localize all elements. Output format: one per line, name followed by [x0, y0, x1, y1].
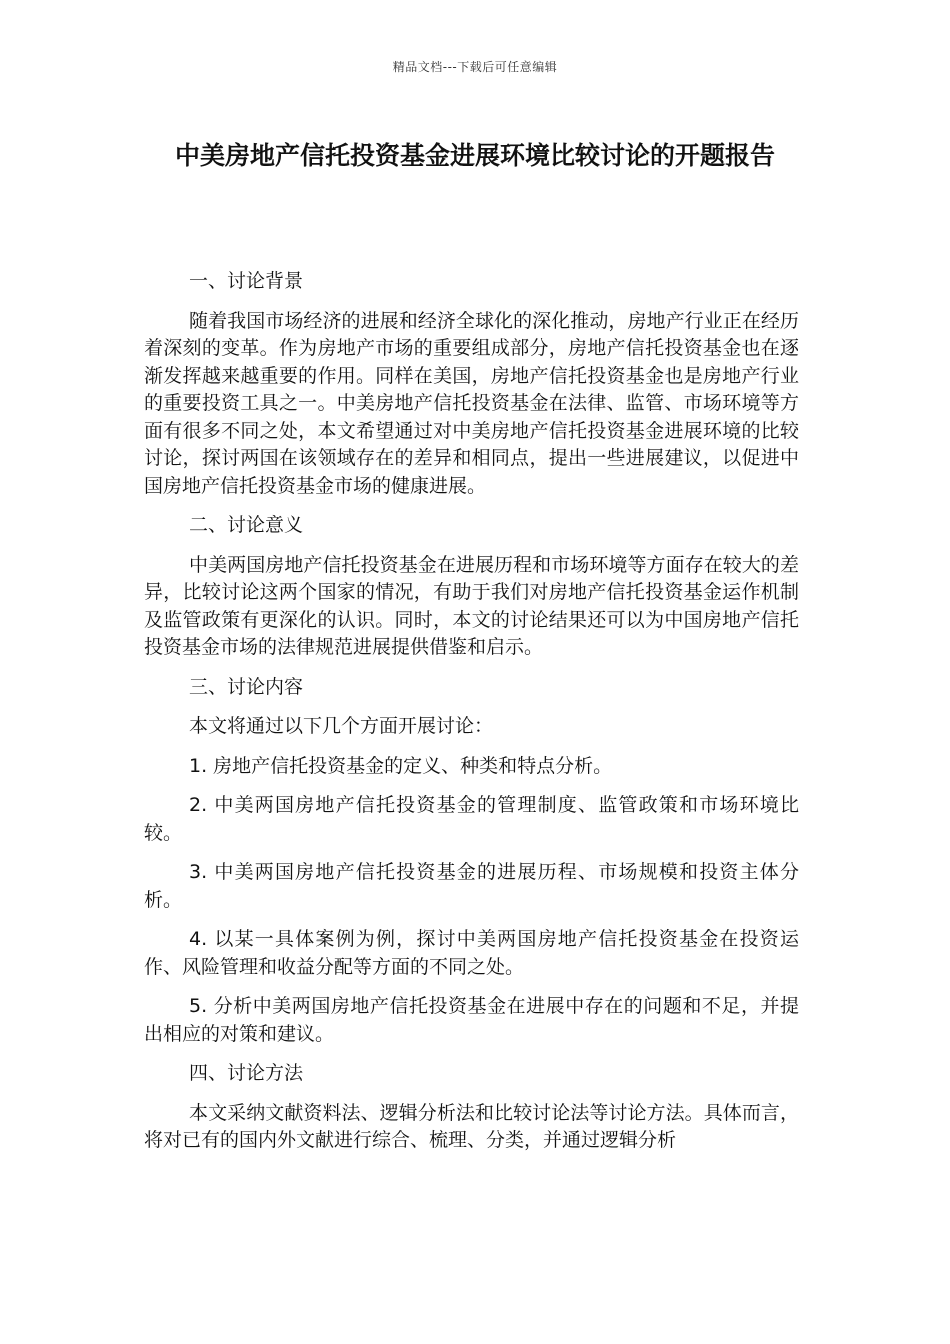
document-body — [144, 268, 799, 1167]
section-heading-background: 一、讨论背景 — [189, 270, 304, 292]
header-note: 精品文档---下载后可任意编辑 — [392, 60, 558, 74]
list-item-content: 4. 以某一具体案例为例，探讨中美两国房地产信托投资基金在投资运作、风险管理和收益分配等方面的不同之处。 — [144, 928, 799, 978]
paragraph-background: 随着我国市场经济的进展和经济全球化的深化推动，房地产行业正在经历着深刻的变革。作为房地产市场的重要组成部分，房地产信托投资基金也在逐渐发挥越来越重要的作用。同样在美国，房地产信托投资基金也是房地产行业的重要投资工具之一。中美房地产信托投资基金在法律、监管、市场环境等方面有很多不同之处，本文希望通过对中美房地产信托投资基金进展环境的比较讨论，探讨两国在该领域存在的差异和相同点，提出一些进展建议，以促进中国房地产信托投资基金市场的健康进展。 — [144, 309, 799, 497]
paragraph-content-intro: 本文将通过以下几个方面开展讨论： — [189, 715, 494, 737]
section-heading-content: 三、讨论内容 — [189, 675, 304, 698]
list-item-content: 1. 房地产信托投资基金的定义、种类和特点分析。 — [189, 754, 613, 777]
list-item-content: 3. 中美两国房地产信托投资基金的进展历程、市场规模和投资主体分析。 — [144, 861, 799, 911]
section-heading-method: 四、讨论方法 — [189, 1062, 304, 1084]
paragraph-method: 本文采纳文献资料法、逻辑分析法和比较讨论法等讨论方法。具体而言，将对已有的国内外文献进行综合、梳理、分类，并通过逻辑分析 — [144, 1101, 799, 1151]
list-item-content: 2. 中美两国房地产信托投资基金的管理制度、监管政策和市场环境比较。 — [144, 794, 799, 844]
section-heading-significance: 二、讨论意义 — [189, 514, 304, 536]
list-item-content: 5. 分析中美两国房地产信托投资基金在进展中存在的问题和不足，并提出相应的对策和建议。 — [144, 995, 799, 1045]
document-title: 中美房地产信托投资基金进展环境比较讨论的开题报告 — [174, 141, 775, 170]
paragraph-significance: 中美两国房地产信托投资基金在进展历程和市场环境等方面存在较大的差异，比较讨论这两个国家的情况，有助于我们对房地产信托投资基金运作机制及监管政策有更深化的认识。同时，本文的讨论结果还可以为中国房地产信托投资基金市场的法律规范进展提供借鉴和启示。 — [144, 553, 799, 658]
